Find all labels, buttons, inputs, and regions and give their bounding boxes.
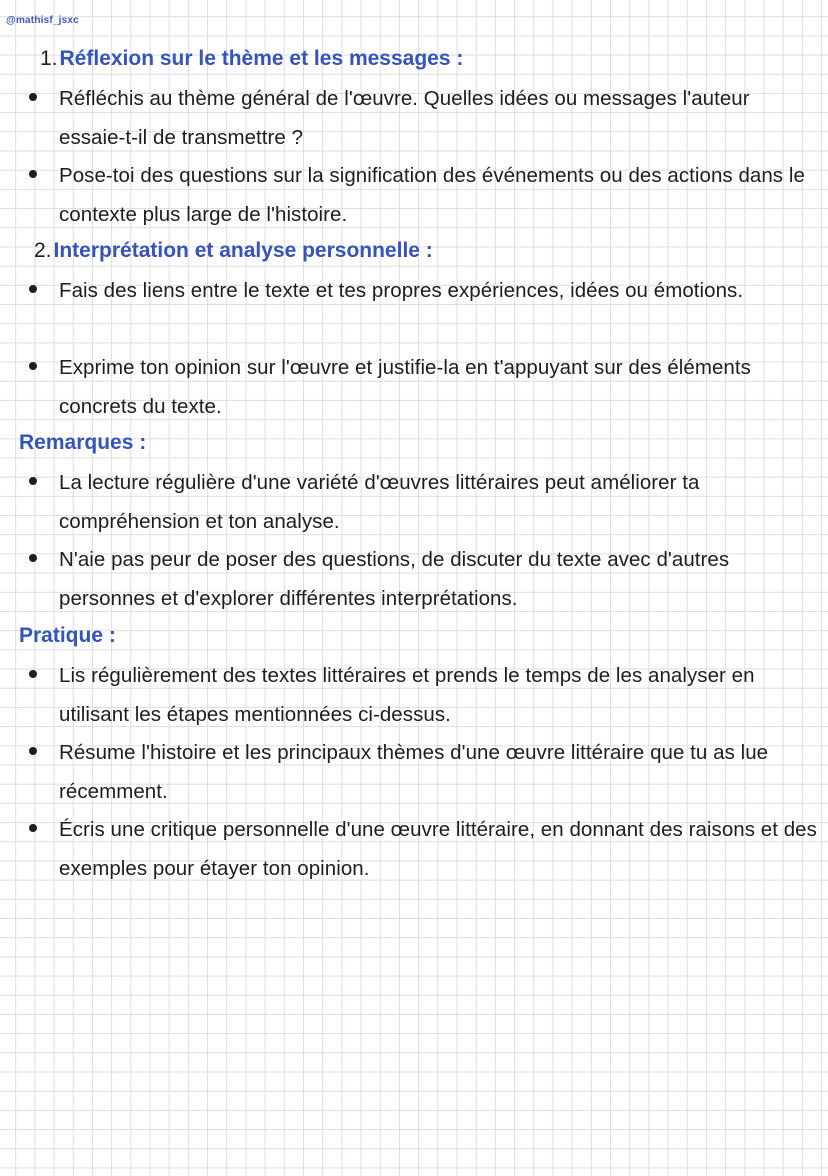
remarques-heading: Remarques : — [19, 431, 147, 454]
section-1-number: 1. — [40, 47, 58, 70]
bullet-text: Fais des liens entre le texte et tes propres expériences, idées ou émotions. — [59, 279, 744, 302]
bullet-text: La lecture régulière d'une variété d'œuvres littéraires peut améliorer ta compréhension et ton analyse. — [59, 471, 700, 533]
bullet-dot-icon — [29, 285, 37, 293]
bullet-text: Pose-toi des questions sur la signification des événements ou des actions dans le contexte plus large de l'histoire. — [59, 164, 805, 226]
author-watermark: @mathisf_jsxc — [6, 15, 79, 26]
section-1-heading — [40, 45, 463, 73]
section-1-title: Réflexion sur le thème et les messages : — [59, 47, 464, 70]
bullet-dot-icon — [29, 93, 37, 101]
bullet-text: Lis régulièrement des textes littéraires et prends le temps de les analyser en utilisant les étapes mentionnées ci-dessus. — [59, 664, 755, 726]
bullet-text: Exprime ton opinion sur l'œuvre et justifie-la en t'appuyant sur des éléments concrets du texte. — [59, 356, 751, 418]
pratique-heading: Pratique : — [19, 624, 116, 647]
bullet-text: N'aie pas peur de poser des questions, de discuter du texte avec d'autres personnes et d'explorer différentes interprétations. — [59, 548, 730, 610]
bullet-text: Réfléchis au thème général de l'œuvre. Quelles idées ou messages l'auteur essaie-t-il de transmettre ? — [59, 87, 750, 149]
bullet-dot-icon — [29, 362, 37, 370]
bullet-dot-icon — [29, 477, 37, 485]
bullet-dot-icon — [29, 170, 37, 178]
bullet-dot-icon — [29, 554, 37, 562]
bullet-dot-icon — [29, 747, 37, 755]
section-2-title: Interprétation et analyse personnelle : — [53, 239, 433, 262]
bullet-dot-icon — [29, 670, 37, 678]
bullet-dot-icon — [29, 824, 37, 832]
section-2-heading — [34, 237, 433, 265]
bullet-text: Écris une critique personnelle d'une œuvre littéraire, en donnant des raisons et des exemples pour étayer ton opinion. — [59, 818, 817, 880]
section-2-number: 2. — [34, 239, 52, 262]
bullet-text: Résume l'histoire et les principaux thèmes d'une œuvre littéraire que tu as lue récemment. — [59, 741, 769, 803]
